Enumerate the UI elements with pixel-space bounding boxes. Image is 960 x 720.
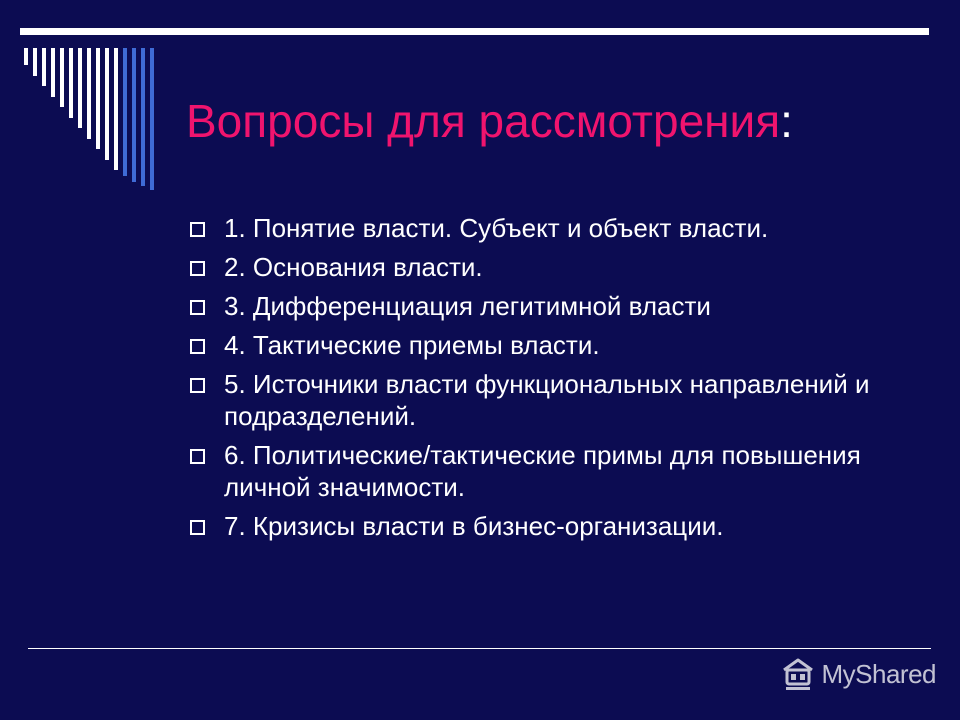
bar: [42, 48, 46, 86]
square-bullet-icon: [190, 261, 205, 276]
bar: [105, 48, 109, 160]
bar: [69, 48, 73, 118]
topic-item-text: 6. Политические/тактические примы для повышения личной значимости.: [224, 440, 861, 502]
square-bullet-icon: [190, 378, 205, 393]
myshared-watermark[interactable]: [780, 654, 937, 694]
topic-item-text: 2. Основания власти.: [224, 252, 483, 282]
topic-item: [188, 290, 888, 322]
topic-list: [188, 212, 888, 549]
bar: [150, 48, 154, 190]
decorative-bars: [0, 0, 170, 200]
square-bullet-icon: [190, 300, 205, 315]
bar: [60, 48, 64, 107]
bar: [24, 48, 28, 65]
slide-title-text: Вопросы для рассмотрения: [186, 95, 781, 147]
myshared-logo-icon: [780, 656, 816, 692]
square-bullet-icon: [190, 449, 205, 464]
slide-title-colon: :: [780, 95, 793, 147]
watermark-brand: MyShared: [821, 658, 936, 689]
bar: [87, 48, 91, 139]
topic-item: [188, 510, 888, 542]
square-bullet-icon: [190, 520, 205, 535]
topic-item: [188, 329, 888, 361]
topic-item: [188, 212, 888, 244]
topic-item: [188, 439, 888, 503]
topic-item: [188, 368, 888, 432]
bar: [114, 48, 118, 170]
topic-item: [188, 251, 888, 283]
bar: [51, 48, 55, 97]
bar: [141, 48, 145, 186]
bottom-rule: [28, 648, 931, 649]
topic-item-text: 1. Понятие власти. Субъект и объект власти.: [224, 213, 769, 243]
square-bullet-icon: [190, 339, 205, 354]
bar: [96, 48, 100, 149]
topic-item-text: 3. Дифференциация легитимной власти: [224, 291, 711, 321]
square-bullet-icon: [190, 222, 205, 237]
topic-item-text: 4. Тактические приемы власти.: [224, 330, 600, 360]
topic-item-text: 5. Источники власти функциональных направлений и подразделений.: [224, 369, 870, 431]
bar: [123, 48, 127, 176]
bar: [33, 48, 37, 76]
slide-title: [186, 93, 793, 149]
bar: [132, 48, 136, 182]
topic-item-text: 7. Кризисы власти в бизнес-организации.: [224, 511, 724, 541]
bar: [78, 48, 82, 128]
